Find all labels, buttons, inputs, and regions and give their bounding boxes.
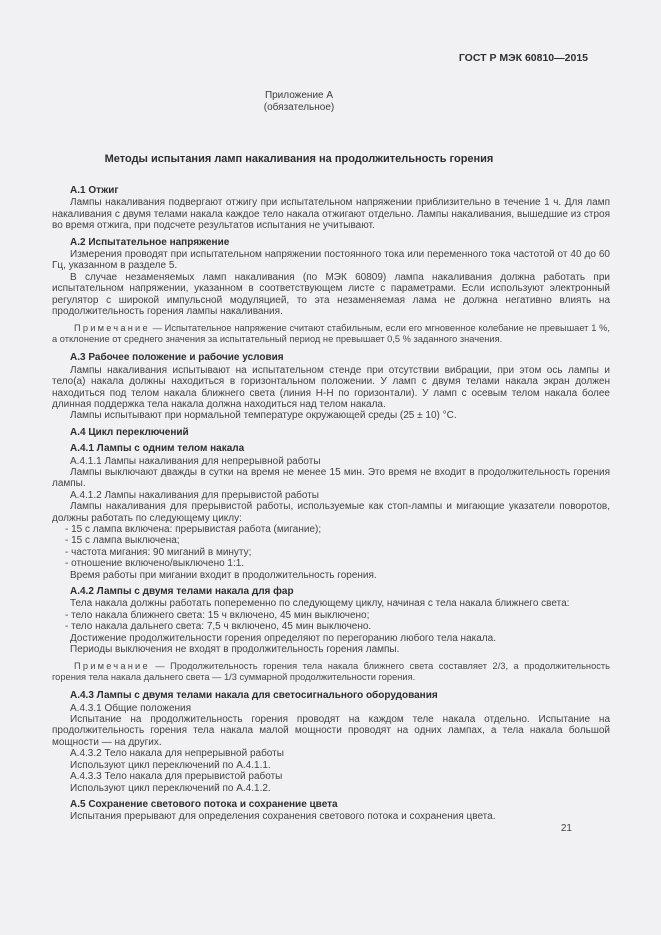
section-heading-a3: А.3 Рабочее положение и рабочие условия (70, 352, 284, 364)
clause-heading-a411: А.4.1.1 Лампы накаливания для непрерывной работы (70, 455, 321, 467)
standard-designation: ГОСТ Р МЭК 60810—2015 (458, 52, 588, 64)
list-item: - частота мигания: 90 миганий в минуту; (65, 546, 252, 558)
paragraph: В случае незаменяемых ламп накаливания (по МЭК 60809) лампа накаливания должна работать при испытательном напряжении, указанном в соответствующем листе с параметрами. Если используют электронный регулятор с широкой импульсной модуляцией, то эта незаменяемая лама не должна негативно влиять на продолжительность горения лампы накаливания. (52, 271, 610, 318)
paragraph: Лампы выключают дважды в сутки на время не менее 15 мин. Это время не входит в продолжительность горения лампы. (52, 466, 610, 490)
annex-title-block (52, 90, 546, 165)
subsection-heading-a42: А.4.2 Лампы с двумя телами накала для фар (70, 586, 294, 597)
paragraph: Тела накала должны работать попеременно по следующему циклу, начиная с тела накала ближнего света: (70, 598, 570, 610)
section-heading-a2: А.2 Испытательное напряжение (70, 236, 230, 248)
note-text: — Испытательное напряжение считают стабильным, если его мгновенное колебание не превышает 1 %, а отклонение от среднего значения за испытательный период не превышает 0,5 % заданного значения. (52, 323, 610, 345)
document-title: Методы испытания ламп накаливания на продолжительность горения (104, 153, 494, 165)
document-body (52, 185, 610, 834)
section-heading-a1: А.1 Отжиг (70, 185, 119, 196)
note (52, 661, 610, 683)
page-number: 21 (560, 822, 572, 834)
paragraph: Испытание на продолжительность горения проводят на каждом теле накала отдельно. Испытание на продолжительность горения тела накала малой мощности проводят на одних лампах, а тела накала большой мощности — на других. (52, 714, 610, 748)
paragraph: Испытания прерывают для определения сохранения светового потока и сохранения цвета. (70, 811, 496, 823)
list-item: - тело накала дальнего света: 7,5 ч включено, 45 мин выключено. (65, 621, 372, 633)
note (52, 323, 610, 345)
clause-heading-a432: А.4.3.2 Тело накала для непрерывной работы (70, 748, 284, 760)
clause-heading-a433: А.4.3.3 Тело накала для прерывистой работы (70, 771, 283, 783)
paragraph: Периоды выключения не входят в продолжительность горения лампы. (70, 644, 400, 656)
list-item: - 15 с лампа включена: прерывистая работа (мигание); (65, 523, 322, 535)
paragraph: Лампы испытывают при нормальной температуре окружающей среды (25 ± 10) °С. (70, 410, 457, 422)
paragraph: Измерения проводят при испытательном напряжении постоянного тока или переменного тока частотой от 40 до 60 Гц, указанном в разделе 5. (52, 249, 610, 272)
paragraph: Время работы при мигании входит в продолжительность горения. (70, 569, 377, 581)
paragraph: Лампы накаливания для прерывистой работы, используемые как стоп-лампы и мигающие указатели поворотов, должны работать по следующему циклу: (52, 501, 610, 524)
paragraph: Используют цикл переключений по А.4.1.2. (70, 782, 271, 794)
section-heading-a4: А.4 Цикл переключений (70, 426, 189, 438)
section-heading-a5: А.5 Сохранение светового потока и сохранение цвета (70, 798, 338, 810)
subsection-heading-a43: А.4.3 Лампы с двумя телами накала для светосигнального оборудования (70, 690, 438, 702)
annex-label: Приложение А (264, 90, 334, 101)
annex-type: (обязательное) (263, 102, 335, 113)
paragraph: Лампы накаливания подвергают отжигу при испытательном напряжении приблизительно в течение 1 ч. Для ламп накаливания с двумя телами накала каждое тело накала отжигают отдельно. Лампы накаливания, вышедшие из строя во время отжига, при подсчете результатов испытания не учитывают. (52, 197, 610, 232)
paragraph: Достижение продолжительности горения определяют по перегоранию любого тела накала. (70, 632, 496, 644)
paragraph: Лампы накаливания испытывают на испытательном стенде при отсутствии вибрации, при этом ось лампы и тело(а) накала должны находиться в горизонтальном положении. У ламп с двумя телами накала экран должен находиться под телом накала ближнего света (линия Н-Н по горизонтали). У ламп с осевым телом накала более длинная поддержка тела накала должна находиться над телом накала. (52, 364, 610, 410)
note-label: Примечание (74, 661, 150, 672)
list-item: - тело накала ближнего света: 15 ч включено, 45 мин выключено; (65, 609, 370, 621)
note-label: Примечание (74, 323, 150, 334)
clause-heading-a431: А.4.3.1 Общие положения (70, 702, 192, 714)
list-item: - отношение включено/выключено 1:1. (65, 558, 245, 570)
subsection-heading-a41: А.4.1 Лампы с одним телом накала (70, 443, 245, 455)
list-item: - 15 с лампа выключена; (65, 535, 180, 547)
paragraph: Используют цикл переключений по А.4.1.1. (70, 759, 271, 771)
clause-heading-a412: А.4.1.2 Лампы накаливания для прерывистой работы (70, 489, 319, 501)
note-text: — Продолжительность горения тела накала ближнего света составляет 2/3, а продолжительность горения тела накала дальнего света — 1/3 суммарной продолжительности горения. (52, 661, 610, 683)
